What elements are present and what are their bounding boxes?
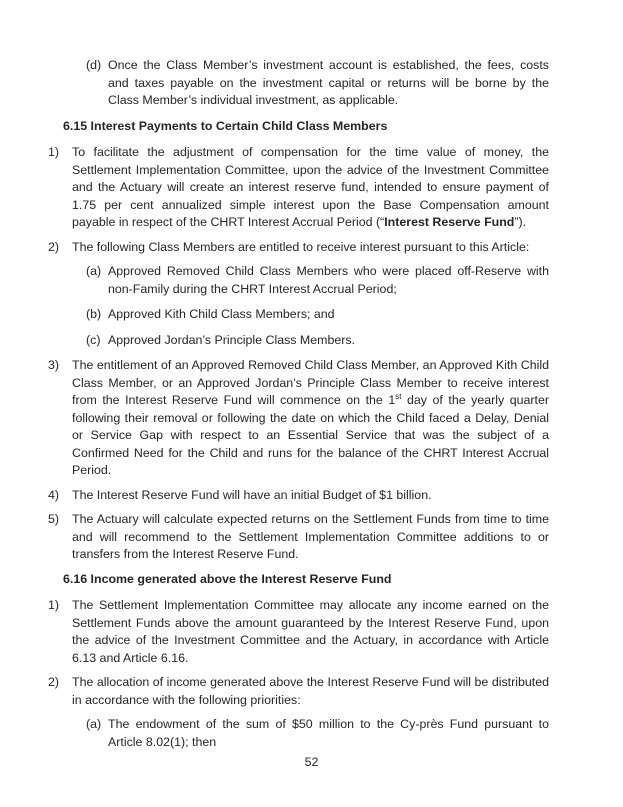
list-item-text: Approved Removed Child Class Members who were placed off-Reserve with non-Family during the CHRT Interest Accrual Period; bbox=[108, 264, 549, 296]
list-item-marker: 4) bbox=[48, 487, 60, 502]
section-heading: 6.15 Interest Payments to Certain Child Class Members bbox=[63, 118, 388, 133]
sub-list-item bbox=[86, 332, 549, 350]
list-item-text: The Interest Reserve Fund will have an initial Budget of $1 billion. bbox=[72, 487, 432, 502]
list-item-marker: (d) bbox=[86, 58, 102, 72]
list-item bbox=[48, 487, 549, 505]
list-item bbox=[48, 144, 549, 232]
list-item-marker: 2) bbox=[48, 239, 60, 254]
sub-list-item bbox=[86, 57, 549, 110]
list-item-text: Once the Class Member’s investment account is established, the fees, costs and taxes payable on the investment capital or returns will be borne by the Class Member’s individual investment, as applicable. bbox=[108, 58, 549, 107]
list-item-text: The following Class Members are entitled to receive interest pursuant to this Article: bbox=[72, 239, 530, 254]
section-heading: 6.16 Income generated above the Interest Reserve Fund bbox=[63, 571, 392, 586]
list-item-marker: 1) bbox=[48, 145, 60, 159]
sub-list-item bbox=[86, 306, 549, 324]
document-blocks bbox=[48, 57, 549, 759]
list-item bbox=[48, 597, 549, 667]
list-item-marker: 1) bbox=[48, 598, 60, 612]
list-item bbox=[48, 511, 549, 564]
sub-list-item bbox=[86, 263, 549, 298]
list-item-text: To facilitate the adjustment of compensation for the time value of money, the Settlement Implementation Committee, upon the advice of the Investment Committee and the Actuary will create an interest reserve fund, intended to ensure payment of 1.75 per cent annualized simple interest upon the Base Compensation amount payable in respect of the CHRT Interest Accrual Period (“Interest Reserve Fund”). bbox=[72, 145, 549, 229]
list-item-marker: (a) bbox=[86, 264, 102, 278]
list-item-text: Approved Jordan’s Principle Class Members. bbox=[108, 332, 356, 347]
sub-list-item bbox=[86, 716, 549, 751]
list-item-marker: 5) bbox=[48, 512, 60, 526]
list-item-text: The allocation of income generated above the Interest Reserve Fund will be distributed in accordance with the following priorities: bbox=[72, 675, 549, 707]
list-item bbox=[48, 674, 549, 709]
list-item-marker: (b) bbox=[86, 307, 102, 321]
list-item-marker: (c) bbox=[86, 332, 101, 347]
list-item bbox=[48, 239, 549, 257]
list-item-text: The Actuary will calculate expected returns on the Settlement Funds from time to time and will recommend to the Settlement Implementation Committee additions to or transfers from the Interest Reserve Fund. bbox=[72, 512, 549, 561]
page-number: 52 bbox=[304, 755, 319, 769]
list-item-text: The entitlement of an Approved Removed Child Class Member, an Approved Kith Child Class Member, or an Approved Jordan’s Principle Class Member to receive interest from the Interest Reserve Fund will commence on the 1st day of the yearly quarter following their removal or following the date on which the Child faced a Delay, Denial or Service Gap with respect to an Essential Service that was the subject of a Confirmed Need for the Child and runs for the balance of the CHRT Interest Accrual Period. bbox=[72, 358, 549, 477]
list-item-text: The Settlement Implementation Committee may allocate any income earned on the Settlement Funds above the amount guaranteed by the Interest Reserve Fund, upon the advice of the Investment Committee and the Actuary, in accordance with Article 6.13 and Article 6.16. bbox=[72, 598, 549, 665]
list-item-marker: (a) bbox=[86, 717, 102, 731]
list-item-text: The endowment of the sum of $50 million to the Cy-près Fund pursuant to Article 8.02(1); then bbox=[108, 717, 549, 749]
list-item bbox=[48, 357, 549, 480]
list-item-marker: 3) bbox=[48, 358, 60, 372]
list-item-marker: 2) bbox=[48, 675, 60, 689]
list-item-text: Approved Kith Child Class Members; and bbox=[108, 307, 335, 321]
